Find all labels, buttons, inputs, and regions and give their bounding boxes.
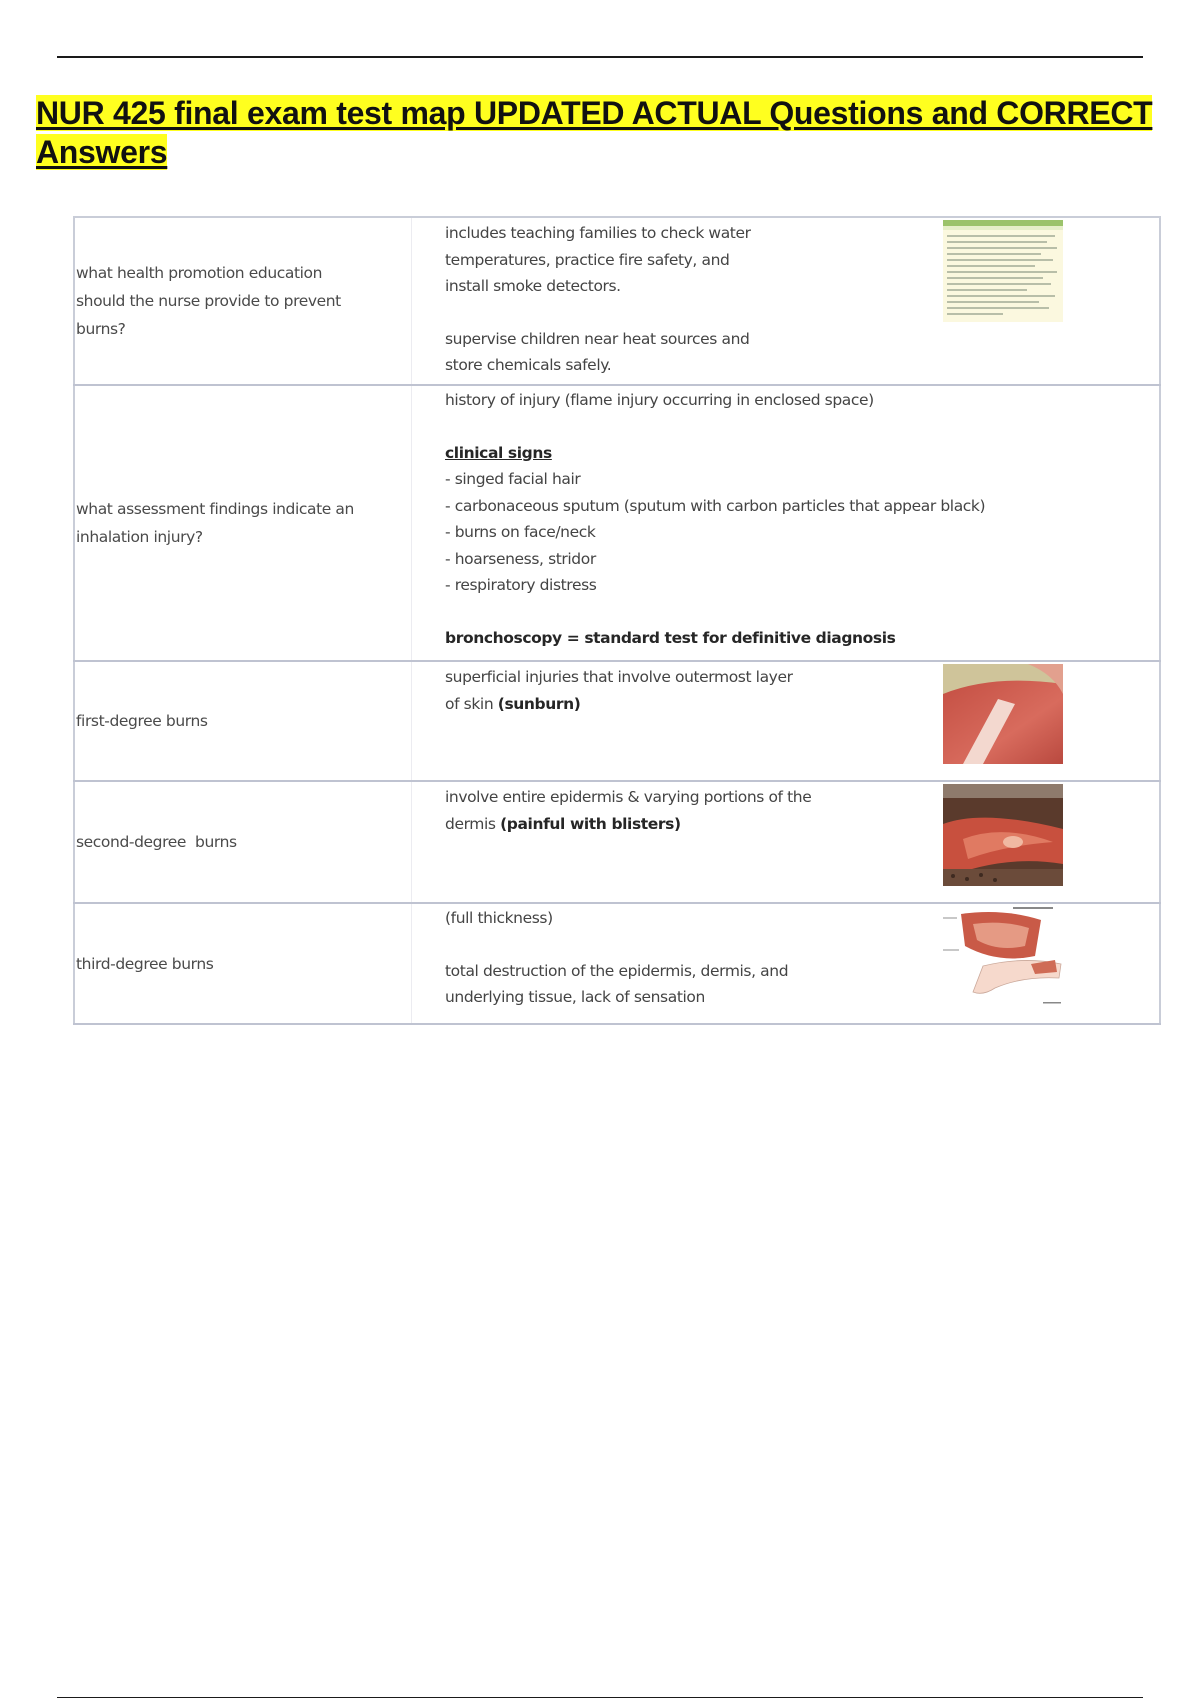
header-rule	[57, 56, 1143, 58]
question-text: what assessment findings indicate an inhalation injury?	[76, 500, 354, 546]
answer-text: superficial injuries that involve outermost layer of skin	[445, 668, 793, 713]
answer-list-item: - burns on face/neck	[445, 523, 596, 541]
answer-text: involve entire epidermis & varying portions of the dermis	[445, 788, 812, 833]
blistered-arm-photo	[943, 784, 1063, 886]
table-row	[74, 217, 1160, 385]
answer-list-item: - respiratory distress	[445, 576, 597, 594]
qa-table	[73, 216, 1161, 1025]
answer-heading: clinical signs	[445, 443, 552, 462]
question-text: what health promotion education should the nurse provide to prevent burns?	[76, 264, 341, 338]
answer-list-item: - hoarseness, stridor	[445, 549, 596, 568]
footer-rule	[57, 1697, 1143, 1698]
answer-text: history of injury (flame injury occurring in enclosed space)	[445, 391, 874, 409]
nursing-notes-thumbnail	[943, 220, 1063, 322]
table-row	[74, 903, 1160, 1024]
answer-text: supervise children near heat sources and store chemicals safely.	[445, 329, 750, 374]
table-row	[74, 661, 1160, 781]
answer-text: total destruction of the epidermis, dermis, and underlying tissue, lack of sensation	[445, 961, 789, 1006]
question-text: first-degree burns	[76, 712, 208, 730]
question-text: second-degree burns	[76, 833, 237, 851]
answer-list-item: - carbonaceous sputum (sputum with carbon particles that appear black)	[445, 496, 986, 515]
answer-footer: bronchoscopy = standard test for definitive diagnosis	[445, 628, 896, 647]
answer-text: (full thickness)	[445, 909, 553, 927]
answer-text: includes teaching families to check water temperatures, practice fire safety, and install smoke detectors.	[445, 224, 751, 295]
sunburn-photo	[943, 664, 1063, 764]
full-thickness-burn-diagram	[943, 906, 1063, 1006]
answer-emphasis: (painful with blisters)	[500, 814, 681, 833]
question-text: third-degree burns	[76, 954, 214, 973]
answer-emphasis: (sunburn)	[497, 694, 581, 713]
table-row	[74, 781, 1160, 903]
table-row	[74, 385, 1160, 661]
document-title: NUR 425 final exam test map UPDATED ACTUAL Questions and CORRECT Answers	[36, 95, 1153, 170]
answer-list-item: - singed facial hair	[445, 470, 581, 488]
